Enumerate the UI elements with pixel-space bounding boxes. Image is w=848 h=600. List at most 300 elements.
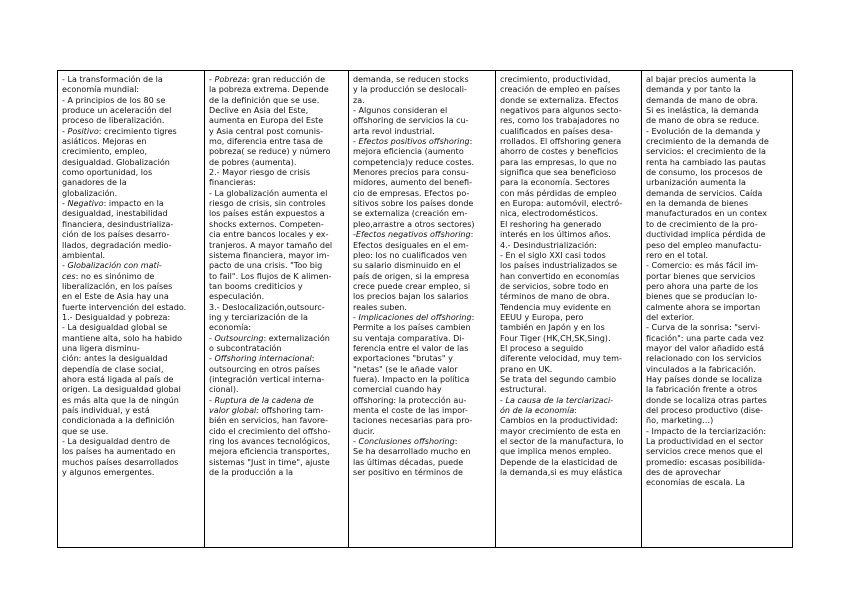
text-line <box>62 241 201 251</box>
text-run: EEUU y Europa, pero <box>500 312 584 322</box>
text-run: para las empresas, lo que no <box>500 157 617 167</box>
text-run: de mano de obra se reduce. <box>646 116 760 126</box>
text-line <box>646 168 789 178</box>
text-run: : <box>470 230 474 240</box>
text-line <box>353 168 492 178</box>
text-run: outsourcing en otros países <box>209 364 321 374</box>
text-run: bienes que se producían lo- <box>646 292 758 302</box>
text-line <box>353 116 492 126</box>
text-run: servicios: el crecimiento de la <box>646 147 766 157</box>
text-run: - <box>62 199 68 209</box>
text-line <box>646 396 789 406</box>
text-run: produce un aceleración del <box>62 106 172 116</box>
text-line <box>209 282 345 292</box>
text-line <box>646 189 789 199</box>
text-line <box>353 323 492 333</box>
text-run: para la economía. Sectores <box>500 178 610 188</box>
text-run: Si es inelástica, la demanda <box>646 106 759 116</box>
text-run: - Evolución de la demanda y <box>646 126 761 136</box>
text-run: creación de empleo en países <box>500 85 621 95</box>
text-line <box>353 396 492 406</box>
text-run: bién en servicios, han favore- <box>209 416 329 426</box>
text-line <box>353 220 492 230</box>
text-line <box>500 241 638 251</box>
text-line <box>62 282 201 292</box>
text-run: urbanización aumenta la <box>646 178 746 188</box>
text-line <box>209 127 345 137</box>
text-line <box>62 116 201 126</box>
text-line <box>209 96 345 106</box>
text-run: como oportunidad, los <box>62 168 153 178</box>
text-line <box>500 344 638 354</box>
text-run: economía mundial: <box>62 85 140 95</box>
text-line <box>209 292 345 302</box>
text-line <box>353 385 492 395</box>
text-run: Menores precios para consu- <box>353 168 469 178</box>
text-line <box>646 209 789 219</box>
text-run: las últimas décadas, puede <box>353 457 464 467</box>
text-run: - <box>353 437 359 447</box>
text-line <box>500 365 638 375</box>
text-line <box>209 147 345 157</box>
text-run: país individual, y está <box>62 406 150 415</box>
text-run: - <box>209 395 215 405</box>
text-line <box>646 385 789 395</box>
text-line <box>500 137 638 147</box>
text-run: portar bienes que servicios <box>646 271 756 281</box>
text-run: ing y terciarización de la <box>209 312 308 322</box>
text-run: Four Tiger (HK,CH,SK,Sing). <box>500 333 611 343</box>
text-run: que implica menos empleo. <box>500 447 612 457</box>
text-run: - La transformación de la <box>62 75 163 84</box>
text-run: o subcontratación <box>209 343 282 353</box>
text-run: mayor crecimiento de esta en <box>500 426 621 436</box>
text-run: mejora eficiencia transportes, <box>209 447 330 457</box>
text-run: prano en UK. <box>500 364 553 374</box>
text-line <box>500 96 638 106</box>
text-run: del proceso productivo (dise- <box>646 406 764 415</box>
text-line <box>62 458 201 468</box>
text-line <box>500 209 638 219</box>
notes-table <box>57 70 793 548</box>
text-line <box>353 230 492 240</box>
text-line <box>62 292 201 302</box>
text-line <box>500 396 638 406</box>
text-line <box>646 230 789 240</box>
text-line <box>62 447 201 457</box>
text-run: reales suben. <box>353 302 407 312</box>
text-line <box>646 116 789 126</box>
text-line <box>62 344 201 354</box>
text-line <box>500 199 638 209</box>
text-line <box>209 209 345 219</box>
text-line <box>500 468 638 478</box>
text-run: demanda de servicios. Caída <box>646 188 763 198</box>
italic-term: Efectos negativos offshoring <box>355 230 471 240</box>
text-line <box>62 303 201 313</box>
text-line <box>62 365 201 375</box>
text-line <box>62 468 201 478</box>
text-run: Cambios en la productividad: <box>500 416 618 426</box>
text-run: mo, diferencia entre tasa de <box>209 137 324 147</box>
text-line <box>62 106 201 116</box>
text-run: Efectos desiguales en el em- <box>353 240 469 250</box>
text-run: ción de los países desarro- <box>62 230 170 240</box>
text-line <box>209 406 345 416</box>
text-run: es más alta que la de ningún <box>62 395 179 405</box>
text-line <box>209 158 345 168</box>
text-run: pero ahora una parte de los <box>646 281 759 291</box>
text-line <box>646 220 789 230</box>
text-line <box>353 468 492 478</box>
text-run: la demanda,si es muy elástica <box>500 468 623 478</box>
text-run: ferencia entre el valor de las <box>353 343 469 353</box>
text-run: ductividad implica pérdida de <box>646 230 766 240</box>
text-run: - La desigualdad global se <box>62 323 168 333</box>
text-run: La productividad en el sector <box>646 437 764 447</box>
text-run: liberalización, en los países <box>62 281 173 291</box>
text-run: nica, electrodomésticos. <box>500 209 599 219</box>
italic-term: Ruptura de la cadena de <box>214 395 314 405</box>
text-run: sitivos sobre los países donde <box>353 199 474 209</box>
text-line <box>500 375 638 385</box>
text-line <box>209 447 345 457</box>
text-run: estructural. <box>500 385 547 395</box>
text-line <box>353 303 492 313</box>
text-run: - <box>353 137 359 147</box>
text-run: en Europa: automóvil, electró- <box>500 199 623 209</box>
text-line <box>353 313 492 323</box>
text-run: en la demanda de bienes <box>646 199 749 209</box>
text-run: to de crecimiento de la pro- <box>646 219 758 229</box>
text-run: y algunos emergentes. <box>62 468 155 478</box>
text-run: res, como los trabajadores no <box>500 116 620 126</box>
text-line <box>646 468 789 478</box>
text-line <box>353 241 492 251</box>
text-line <box>353 447 492 457</box>
text-line <box>646 447 789 457</box>
text-run: interés en los últimos años. <box>500 230 611 240</box>
text-run: : no es sinónimo de <box>75 271 155 281</box>
text-line <box>209 396 345 406</box>
italic-term: valor global: <box>209 406 259 415</box>
text-run: Permite a los países cambien <box>353 323 471 333</box>
text-run: y Asia central post comunis- <box>209 126 324 136</box>
text-run: ganadores de la <box>62 178 127 188</box>
text-line <box>209 106 345 116</box>
text-line <box>62 396 201 406</box>
text-line <box>353 261 492 271</box>
text-run: su ventaja comparativa. Di- <box>353 333 465 343</box>
text-run: - <box>209 75 215 84</box>
text-line <box>353 178 492 188</box>
text-line <box>62 230 201 240</box>
notes-column-3 <box>349 71 496 548</box>
text-run: ambiental. <box>62 250 106 260</box>
text-line <box>353 96 492 106</box>
text-run: que se use. <box>62 426 109 436</box>
text-line <box>209 178 345 188</box>
text-run: condicionada a la definición <box>62 416 175 426</box>
text-line <box>62 189 201 199</box>
text-run: Se trata del segundo cambio <box>500 374 617 384</box>
text-line <box>209 137 345 147</box>
text-run: cio de empresas. Efectos po- <box>353 188 470 198</box>
text-run: competencia)y reduce costes. <box>353 157 475 167</box>
text-line <box>500 458 638 468</box>
text-line <box>209 261 345 271</box>
text-line <box>646 458 789 468</box>
text-line <box>209 437 345 447</box>
text-run: - Comercio: es más fácil im- <box>646 261 759 271</box>
text-line <box>62 354 201 364</box>
text-line <box>500 323 638 333</box>
text-run: país de origen, si la empresa <box>353 271 470 281</box>
text-line <box>62 437 201 447</box>
text-line <box>646 199 789 209</box>
text-run: financieras: <box>209 178 256 188</box>
text-line <box>500 313 638 323</box>
text-run: del exterior. <box>646 312 695 322</box>
text-run: : <box>574 406 577 415</box>
text-run: donde se externaliza. Efectos <box>500 95 619 105</box>
text-line <box>500 220 638 230</box>
text-run: des de aprovechar <box>646 468 721 478</box>
text-line <box>353 334 492 344</box>
text-run: rrollados. El offshoring genera <box>500 137 622 147</box>
text-line <box>209 241 345 251</box>
text-line <box>62 158 201 168</box>
text-run: se externaliza (creación em- <box>353 209 468 219</box>
text-line <box>353 189 492 199</box>
text-run: ño, marketing…) <box>646 416 714 426</box>
text-run: con más pérdidas de empleo <box>500 188 617 198</box>
text-line <box>353 272 492 282</box>
text-run: : externalización <box>263 333 330 343</box>
text-line <box>500 416 638 426</box>
text-run: pleo,arrastre a otros sectores) <box>353 219 475 229</box>
text-run: Tendencia muy evidente en <box>500 302 611 312</box>
text-line <box>62 334 201 344</box>
text-run: relacionado con los servicios <box>646 354 762 364</box>
text-line <box>209 220 345 230</box>
italic-term: La causa de la terciarizaci- <box>505 395 614 405</box>
text-line <box>500 272 638 282</box>
text-line <box>646 313 789 323</box>
text-line <box>646 272 789 282</box>
text-line <box>353 251 492 261</box>
text-line <box>62 168 201 178</box>
text-line <box>353 85 492 95</box>
text-run: demanda y por tanto la <box>646 85 741 95</box>
text-line <box>353 344 492 354</box>
text-line <box>646 365 789 375</box>
text-line <box>353 106 492 116</box>
text-run: vinculados a la fabricación. <box>646 364 756 374</box>
text-run: ring los avances tecnológicos, <box>209 437 331 447</box>
notes-column-4 <box>496 71 642 548</box>
text-line <box>353 406 492 416</box>
text-line <box>500 334 638 344</box>
text-run: - <box>209 354 215 364</box>
text-line <box>62 272 201 282</box>
text-run: fuerte intervención del estado. <box>62 302 187 312</box>
text-run: diferente velocidad, muy tem- <box>500 354 622 364</box>
italic-term: ón de la economía <box>500 406 575 415</box>
text-run: asiáticos. Mejoras en <box>62 137 147 147</box>
text-line <box>500 251 638 261</box>
text-line <box>209 385 345 395</box>
text-run: - <box>209 333 215 343</box>
text-line <box>209 323 345 333</box>
text-run: peso del empleo manufactu- <box>646 240 762 250</box>
text-line <box>646 416 789 426</box>
text-run: los países ha aumentado en <box>62 447 176 457</box>
text-line <box>646 375 789 385</box>
text-run: Se ha desarrollado mucho en <box>353 447 471 457</box>
text-run: El reshoring ha generado <box>500 219 602 229</box>
text-line <box>62 220 201 230</box>
text-run: : gran reducción de <box>246 75 326 84</box>
text-run: y la producción se deslocali- <box>353 85 467 95</box>
text-line <box>353 292 492 302</box>
text-line <box>353 199 492 209</box>
text-run: - A principios de los 80 se <box>62 95 166 105</box>
text-line <box>646 334 789 344</box>
italic-term: ces <box>62 271 76 281</box>
text-run: sistemas "Just in time", ajuste <box>209 457 330 467</box>
text-line <box>353 458 492 468</box>
text-line <box>209 354 345 364</box>
text-line <box>62 199 201 209</box>
text-line <box>353 354 492 364</box>
text-line <box>500 427 638 437</box>
text-line <box>62 85 201 95</box>
text-run: han convertido en economías <box>500 271 620 281</box>
text-line <box>500 303 638 313</box>
text-line <box>209 365 345 375</box>
text-line <box>500 282 638 292</box>
text-line <box>62 385 201 395</box>
text-run: taciones necesarias para pro- <box>353 416 473 426</box>
text-line <box>209 427 345 437</box>
italic-term: Pobreza <box>214 75 247 84</box>
italic-term: Negativo <box>67 199 104 209</box>
text-run: los precios bajan los salarios <box>353 292 469 302</box>
text-run: offshoring de servicios la cu- <box>353 116 469 126</box>
text-line <box>646 106 789 116</box>
text-run: origen. La desigualdad global <box>62 385 181 395</box>
text-run: una ligera disminu- <box>62 343 140 353</box>
text-run: significa que sea beneficioso <box>500 168 617 178</box>
text-run: - <box>62 261 68 271</box>
text-line <box>500 189 638 199</box>
text-run: de servicios, sobre todo en <box>500 281 609 291</box>
text-line <box>500 147 638 157</box>
text-line <box>353 137 492 147</box>
text-run: cia entre bancos locales y ex- <box>209 230 329 240</box>
text-run: sistema financiera, mayor im- <box>209 250 330 260</box>
text-line <box>646 85 789 95</box>
text-run: llados, degradación medio- <box>62 240 172 250</box>
text-line <box>353 75 492 85</box>
text-run: mantiene alta, solo ha habido <box>62 333 183 343</box>
text-run: economías de escala. La <box>646 478 745 488</box>
text-run: pobreza( se reduce) y número <box>209 147 331 157</box>
text-line <box>209 230 345 240</box>
text-run: cido el crecimiento del offsho- <box>209 426 331 436</box>
text-line <box>500 106 638 116</box>
text-run: : crecimiento tigres <box>98 126 177 136</box>
italic-term: Globalización con mati- <box>67 261 162 271</box>
text-run: servicios crece menos que el <box>646 447 763 457</box>
text-run: - Curva de la sonrisa: "servi- <box>646 323 761 333</box>
text-run: rero en el total. <box>646 250 709 260</box>
text-line <box>500 230 638 240</box>
text-run: : <box>311 354 315 364</box>
text-run: za. <box>353 95 365 105</box>
text-run: ser positivo en términos de <box>353 468 463 478</box>
text-run: "netas" (se le añade valor <box>353 364 458 374</box>
text-run: crecimiento, productividad, <box>500 75 611 84</box>
text-line <box>500 158 638 168</box>
text-run: aumenta en Europa del Este <box>209 116 324 126</box>
text-line <box>500 261 638 271</box>
text-run: mejora eficiencia (aumento <box>353 147 464 157</box>
text-run: : <box>469 137 473 147</box>
text-run: offshoring: la protección au- <box>353 395 467 405</box>
text-run: pleo: los no cualificados ven <box>353 250 467 260</box>
text-line <box>500 85 638 95</box>
italic-term: Positivo <box>67 126 99 136</box>
text-line <box>500 116 638 126</box>
text-run: - En el siglo XXI casi todos <box>500 250 606 260</box>
text-run: shocks externos. Competen- <box>209 219 324 229</box>
text-run: offshoring tam- <box>258 406 324 415</box>
text-run: cional). <box>209 385 239 395</box>
text-line <box>62 406 201 416</box>
text-line <box>500 385 638 395</box>
text-line <box>500 178 638 188</box>
text-line <box>209 168 345 178</box>
text-run: 2.- Mayor riesgo de crisis <box>209 168 311 178</box>
text-run: - La desigualdad dentro de <box>62 437 170 447</box>
italic-term: Offshoring internacional <box>214 354 312 364</box>
text-line <box>353 127 492 137</box>
text-run: demanda de mano de obra. <box>646 95 758 105</box>
text-run: renta ha cambiado las pautas <box>646 157 766 167</box>
text-line <box>209 458 345 468</box>
text-line <box>353 427 492 437</box>
text-run: de consumo, los procesos de <box>646 168 763 178</box>
text-run: comercial cuando hay <box>353 385 442 395</box>
text-run: de la definición que se use. <box>209 95 320 105</box>
text-run: arta revol industrial. <box>353 126 435 136</box>
text-run: especulación. <box>209 292 265 302</box>
text-line <box>209 375 345 385</box>
text-run: al bajar precios aumenta la <box>646 75 757 84</box>
text-line <box>500 447 638 457</box>
text-run: - <box>353 230 356 240</box>
italic-term: Efectos positivos offshoring <box>358 137 470 147</box>
text-line <box>500 127 638 137</box>
text-line <box>646 354 789 364</box>
text-line <box>500 354 638 364</box>
text-run: - <box>500 395 506 405</box>
text-run: promedio: escasas posibilida- <box>646 457 766 467</box>
text-line <box>209 313 345 323</box>
text-run: Declive en Asia del Este, <box>209 106 309 116</box>
